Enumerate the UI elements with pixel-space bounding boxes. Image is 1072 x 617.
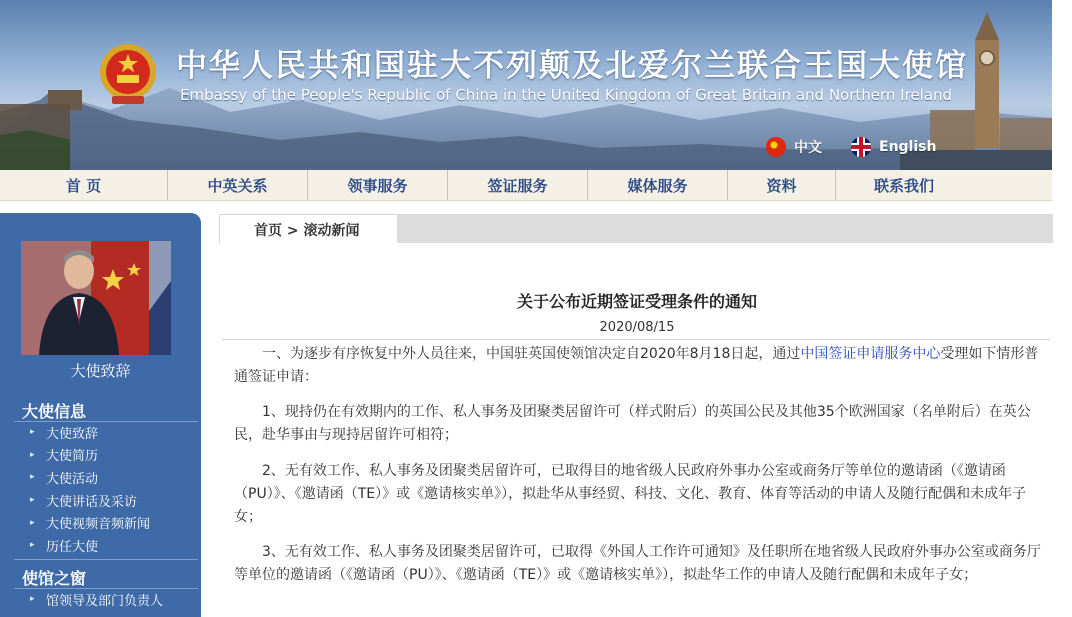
nav-contact-us[interactable]: 联系我们: [873, 176, 934, 195]
nav-materials[interactable]: 资料: [728, 170, 836, 200]
lang-chinese-label: 中文: [794, 140, 822, 156]
breadcrumb-separator: >: [282, 223, 304, 239]
lang-switch-chinese[interactable]: [766, 137, 822, 157]
sidebar-item-label: 历任大使: [46, 539, 99, 555]
chevron-right-icon: ▸: [30, 472, 35, 483]
visa-center-link[interactable]: 中国签证申请服务中心: [800, 346, 941, 362]
ambassador-info-list: [0, 421, 201, 557]
chevron-right-icon: ▸: [30, 594, 35, 605]
divider: [14, 559, 198, 560]
chevron-right-icon: ▸: [30, 427, 35, 438]
article-divider: [222, 339, 1050, 340]
sidebar-item-speeches-interviews[interactable]: [0, 489, 201, 512]
main-nav: [0, 170, 1052, 201]
sidebar-item-video-audio-news[interactable]: [0, 511, 201, 534]
china-flag-icon: [766, 137, 786, 157]
sidebar-item-ambassador-bio[interactable]: [0, 444, 201, 467]
nav-consular-services[interactable]: 领事服务: [308, 170, 448, 200]
article-date: 2020/08/15: [599, 320, 675, 335]
breadcrumb-home-link[interactable]: 首页: [254, 223, 282, 239]
article-paragraph-1: [234, 343, 1042, 389]
chevron-right-icon: ▸: [30, 517, 35, 528]
paragraph-text: 受理如下情形普通签证申请：: [234, 346, 1039, 385]
sidebar-item-label: 馆领导及部门负责人: [46, 593, 164, 609]
sidebar-item-embassy-leaders[interactable]: [0, 588, 201, 611]
sidebar-item-label: 大使讲话及采访: [46, 494, 138, 510]
sidebar-item-ambassador-activities[interactable]: [0, 466, 201, 489]
chevron-right-icon: ▸: [30, 449, 35, 460]
sidebar-item-label: 大使活动: [46, 471, 99, 487]
ambassador-photo[interactable]: [21, 241, 171, 355]
section-title-embassy-window: 使馆之窗: [22, 569, 87, 588]
sidebar: [0, 213, 201, 617]
nav-china-uk-relations[interactable]: 中英关系: [168, 170, 308, 200]
national-emblem-icon: [98, 42, 158, 106]
ambassador-message-link[interactable]: 大使致辞: [70, 362, 131, 380]
sidebar-item-label: 大使视频音频新闻: [46, 517, 151, 533]
embassy-window-list: [0, 588, 201, 611]
paragraph-text: 一、为逐步有序恢复中外人员往来，中国驻英国使领馆决定自2020年8月18日起，通过: [262, 346, 801, 362]
lang-switch-english[interactable]: [851, 137, 936, 157]
site-title-en: Embassy of the People's Republic of China in the United Kingdom of Great Britain and Northern Ireland: [180, 86, 953, 104]
sidebar-item-label: 大使简历: [46, 449, 99, 465]
article-paragraph-4: 3、无有效工作、私人事务及团聚类居留许可，已取得《外国人工作许可通知》及任职所在地省级人民政府外事办公室或商务厅等单位的邀请函（《邀请函（PU）》、《邀请函（TE）》或《邀请核实单》），拟赴华工作的申请人及随行配偶和未成年子女；: [234, 544, 1041, 583]
sidebar-item-label: 大使致辞: [46, 426, 99, 442]
nav-media-services[interactable]: 媒体服务: [588, 170, 728, 200]
chevron-right-icon: ▸: [30, 540, 35, 551]
sidebar-item-former-ambassadors[interactable]: [0, 534, 201, 557]
article-title: 关于公布近期签证受理条件的通知: [516, 292, 757, 311]
header-banner: [0, 0, 1052, 170]
article-paragraph-3: 2、无有效工作、私人事务及团聚类居留许可，已取得目的地省级人民政府外事办公室或商务厅等单位的邀请函（《邀请函（PU）》、《邀请函（TE）》或《邀请核实单》），拟赴华从事经贸、科技、文化、教育、体育等活动的申请人及随行配偶和未成年子女；: [234, 463, 1027, 525]
nav-visa-services[interactable]: 签证服务: [448, 170, 588, 200]
breadcrumb: [254, 220, 359, 240]
breadcrumb-current-link[interactable]: 滚动新闻: [303, 223, 360, 239]
chevron-right-icon: ▸: [30, 495, 35, 506]
sidebar-item-ambassador-message[interactable]: [0, 421, 201, 444]
uk-flag-icon: [851, 137, 871, 157]
site-title-cn: 中华人民共和国驻大不列颠及北爱尔兰联合王国大使馆: [176, 48, 968, 84]
nav-home[interactable]: 首 页: [0, 170, 168, 200]
lang-english-label: English: [879, 139, 937, 155]
article-paragraph-2: 1、现持仍在有效期内的工作、私人事务及团聚类居留许可（样式附后）的英国公民及其他35个欧洲国家（名单附后）在英公民，赴华事由与现持居留许可相符；: [234, 404, 1031, 443]
section-title-ambassador-info: 大使信息: [22, 402, 87, 421]
